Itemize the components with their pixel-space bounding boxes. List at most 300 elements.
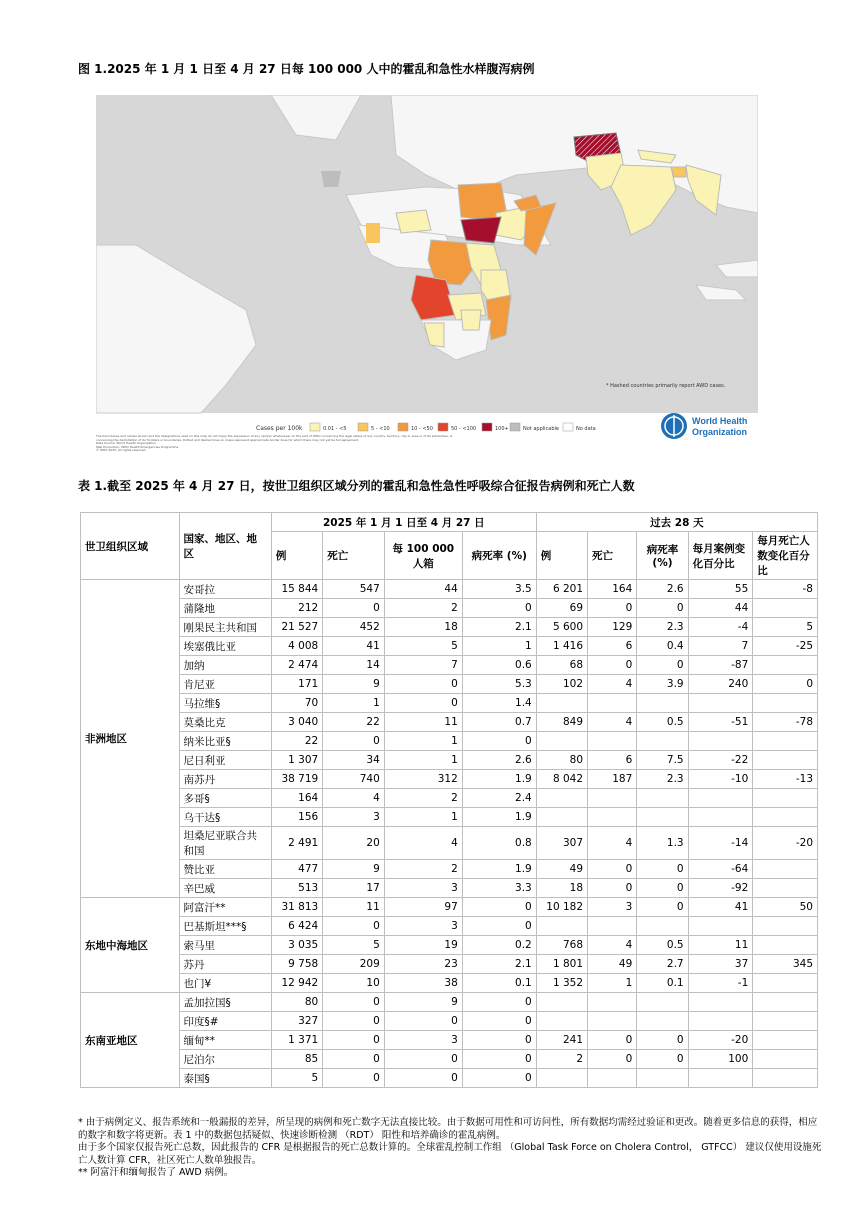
cell-deaths28: 49 <box>588 955 637 974</box>
cell-cfr: 0 <box>462 898 536 917</box>
cell-cases: 6 424 <box>271 917 322 936</box>
cell-cfr: 0 <box>462 1050 536 1069</box>
cell-case-change: -1 <box>688 974 753 993</box>
cell-cases: 477 <box>271 860 322 879</box>
cell-cases28 <box>536 808 587 827</box>
cell-per100k: 18 <box>384 618 462 637</box>
cell-deaths28: 4 <box>588 675 637 694</box>
cell-death-change <box>753 694 818 713</box>
cell-death-change <box>753 1012 818 1031</box>
cell-cfr: 0.8 <box>462 827 536 860</box>
table-row <box>81 974 818 993</box>
cell-deaths: 11 <box>323 898 385 917</box>
cholera-table <box>80 512 818 1088</box>
country-cell: 索马里 <box>179 936 271 955</box>
cell-death-change <box>753 656 818 675</box>
header-case-change: 每月案例变化百分比 <box>688 532 753 580</box>
map-production: Map Production: WHO Health Emergencies Programme <box>96 444 179 449</box>
table-title: 表 1.截至 2025 年 4 月 27 日，按世卫组织区域分列的霍乱和急性急性呼吸综合征报告病例和死亡人数 <box>78 479 635 493</box>
country-cell: 南苏丹 <box>179 770 271 789</box>
cell-per100k: 1 <box>384 732 462 751</box>
cell-deaths28: 1 <box>588 974 637 993</box>
header-per100k: 每 100 000 人箱 <box>384 532 462 580</box>
cell-cases28 <box>536 732 587 751</box>
table-row <box>81 789 818 808</box>
cell-deaths: 22 <box>323 713 385 732</box>
cell-case-change: 41 <box>688 898 753 917</box>
cell-cfr: 1 <box>462 637 536 656</box>
cell-deaths: 5 <box>323 936 385 955</box>
cell-death-change <box>753 1031 818 1050</box>
cell-deaths28: 4 <box>588 713 637 732</box>
country-cell: 坦桑尼亚联合共和国 <box>179 827 271 860</box>
cell-case-change: 11 <box>688 936 753 955</box>
cell-case-change: 37 <box>688 955 753 974</box>
legend-label-5: 100+ <box>495 426 509 432</box>
cell-case-change <box>688 789 753 808</box>
country-cell: 巴基斯坦***§ <box>179 917 271 936</box>
header-cases-28: 例 <box>536 532 587 580</box>
cell-cfr28: 0 <box>637 860 688 879</box>
cell-deaths28 <box>588 789 637 808</box>
cell-case-change: -4 <box>688 618 753 637</box>
cell-per100k: 0 <box>384 675 462 694</box>
cell-death-change: 345 <box>753 955 818 974</box>
table-row <box>81 808 818 827</box>
table-row <box>81 751 818 770</box>
cell-cfr: 0 <box>462 1069 536 1088</box>
cell-deaths: 0 <box>323 1031 385 1050</box>
cell-cfr28: 0 <box>637 1031 688 1050</box>
cell-death-change <box>753 1069 818 1088</box>
cell-cases: 22 <box>271 732 322 751</box>
cell-per100k: 0 <box>384 694 462 713</box>
cell-death-change: -25 <box>753 637 818 656</box>
cell-cases: 2 491 <box>271 827 322 860</box>
cell-cfr: 2.1 <box>462 618 536 637</box>
cell-cases28 <box>536 1069 587 1088</box>
cell-cases28: 49 <box>536 860 587 879</box>
cell-death-change <box>753 599 818 618</box>
header-cases: 例 <box>271 532 322 580</box>
cell-deaths28 <box>588 808 637 827</box>
legend-label-2: 5 - <10 <box>371 426 390 432</box>
cell-cfr28: 0.5 <box>637 936 688 955</box>
cell-deaths: 0 <box>323 917 385 936</box>
country-cell: 莫桑比克 <box>179 713 271 732</box>
cell-cases28: 68 <box>536 656 587 675</box>
country-cell: 缅甸** <box>179 1031 271 1050</box>
region-cell: 东地中海地区 <box>81 898 180 993</box>
legend-swatch-1 <box>310 423 320 431</box>
cell-death-change <box>753 860 818 879</box>
country-cell: 尼日利亚 <box>179 751 271 770</box>
header-deaths-28: 死亡 <box>588 532 637 580</box>
table-row <box>81 675 818 694</box>
cell-per100k: 3 <box>384 917 462 936</box>
cell-case-change <box>688 808 753 827</box>
cell-cases: 5 <box>271 1069 322 1088</box>
legend-label-4: 50 - <100 <box>451 426 477 432</box>
cell-cfr28: 0 <box>637 898 688 917</box>
cell-deaths: 9 <box>323 675 385 694</box>
cell-cases28: 849 <box>536 713 587 732</box>
cell-cfr28: 2.6 <box>637 580 688 599</box>
legend-label-6: Not applicable <box>523 426 559 432</box>
cell-cases28: 6 201 <box>536 580 587 599</box>
legend-label-1: 0.01 - <5 <box>323 426 347 432</box>
cell-cases: 9 758 <box>271 955 322 974</box>
cell-death-change <box>753 936 818 955</box>
cell-cases28: 1 416 <box>536 637 587 656</box>
who-name-line2: Organization <box>692 427 748 437</box>
map-nigeria <box>396 210 431 233</box>
cell-deaths: 740 <box>323 770 385 789</box>
cell-case-change: 7 <box>688 637 753 656</box>
table-row <box>81 1012 818 1031</box>
table-row <box>81 955 818 974</box>
cell-deaths28: 4 <box>588 936 637 955</box>
country-cell: 尼泊尔 <box>179 1050 271 1069</box>
legend <box>310 423 596 432</box>
cell-per100k: 38 <box>384 974 462 993</box>
cell-death-change: -20 <box>753 827 818 860</box>
table-body <box>81 580 818 1088</box>
cell-case-change: 55 <box>688 580 753 599</box>
cell-deaths: 452 <box>323 618 385 637</box>
cell-death-change <box>753 751 818 770</box>
cell-case-change: -20 <box>688 1031 753 1050</box>
country-cell: 肯尼亚 <box>179 675 271 694</box>
cell-deaths28 <box>588 732 637 751</box>
legend-title: Cases per 100k <box>256 425 303 432</box>
cell-per100k: 2 <box>384 789 462 808</box>
cell-case-change: 100 <box>688 1050 753 1069</box>
cell-cfr28 <box>637 1069 688 1088</box>
country-cell: 马拉维§ <box>179 694 271 713</box>
cell-cfr28 <box>637 789 688 808</box>
table-row <box>81 770 818 789</box>
footnote-3: ** 阿富汗和缅甸报告了 AWD 病例。 <box>78 1167 234 1178</box>
cell-cfr28: 1.3 <box>637 827 688 860</box>
cell-cases: 3 035 <box>271 936 322 955</box>
cell-death-change: -13 <box>753 770 818 789</box>
cell-case-change: -10 <box>688 770 753 789</box>
cell-per100k: 11 <box>384 713 462 732</box>
figure-title: 图 1.2025 年 1 月 1 日至 4 月 27 日每 100 000 人中的霍乱和急性水样腹泻病例 <box>78 62 535 76</box>
cell-case-change: 240 <box>688 675 753 694</box>
country-cell: 埃塞俄比亚 <box>179 637 271 656</box>
cell-cases: 31 813 <box>271 898 322 917</box>
cell-per100k: 2 <box>384 599 462 618</box>
header-period2: 过去 28 天 <box>536 513 817 532</box>
cell-deaths28: 0 <box>588 860 637 879</box>
cell-cfr: 3.3 <box>462 879 536 898</box>
table-row <box>81 827 818 860</box>
cell-cases28: 69 <box>536 599 587 618</box>
cell-cases28: 241 <box>536 1031 587 1050</box>
cell-death-change <box>753 917 818 936</box>
cell-death-change <box>753 993 818 1012</box>
country-cell: 辛巴威 <box>179 879 271 898</box>
cell-per100k: 312 <box>384 770 462 789</box>
cell-deaths28: 0 <box>588 599 637 618</box>
cell-cases28: 1 801 <box>536 955 587 974</box>
map-copyright: © WHO 2025. All rights reserved. <box>96 448 147 453</box>
cell-deaths28 <box>588 1069 637 1088</box>
table-row <box>81 993 818 1012</box>
cell-per100k: 44 <box>384 580 462 599</box>
footnote-1: * 由于病例定义、报告系统和一般漏报的差异，所呈现的病例和死亡数字无法直接比较。由于数据可用性和可访问性，所有数据均需经过验证和更改。随着更多信息的获得，相应的数字和数字将更新。表 1 中的数据包括疑似、快速诊断检测 （RDT） 阳性和培养确诊的霍乱病例。 <box>78 1117 818 1141</box>
country-cell: 多哥§ <box>179 789 271 808</box>
legend-swatch-4 <box>438 423 448 431</box>
header-cfr-28: 病死率 (%) <box>637 532 688 580</box>
cell-cases: 85 <box>271 1050 322 1069</box>
cell-death-change <box>753 732 818 751</box>
country-cell: 加纳 <box>179 656 271 675</box>
header-country: 国家、地区、地区 <box>179 513 271 580</box>
cell-cases: 212 <box>271 599 322 618</box>
cell-cfr: 0 <box>462 732 536 751</box>
cell-death-change <box>753 879 818 898</box>
country-cell: 阿富汗** <box>179 898 271 917</box>
legend-swatch-7 <box>563 423 573 431</box>
cell-per100k: 1 <box>384 808 462 827</box>
cell-deaths: 34 <box>323 751 385 770</box>
cell-per100k: 1 <box>384 751 462 770</box>
cell-case-change <box>688 732 753 751</box>
cell-case-change <box>688 1069 753 1088</box>
cell-cfr28: 0.1 <box>637 974 688 993</box>
country-cell: 也门¥ <box>179 974 271 993</box>
table-row <box>81 694 818 713</box>
cell-cfr: 0.6 <box>462 656 536 675</box>
cell-deaths: 10 <box>323 974 385 993</box>
header-cfr: 病死率 (%) <box>462 532 536 580</box>
cell-per100k: 4 <box>384 827 462 860</box>
cell-cfr28: 2.7 <box>637 955 688 974</box>
cell-cfr28 <box>637 1012 688 1031</box>
cell-cases28: 80 <box>536 751 587 770</box>
cell-cfr28 <box>637 917 688 936</box>
cell-case-change <box>688 917 753 936</box>
map-disclaimer: The boundaries and names shown and the designations used on this map do not imply the expression of any opinion whatsoever on the part of WHO concerning the legal status of any country, territory, city or area or of its authorities, or concerning the delimitation of its frontiers or boundaries. Dotted and dashed lines on maps represent approximate border lines for which there may not yet be full agreement. <box>96 435 453 442</box>
cell-cfr28: 0.4 <box>637 637 688 656</box>
cell-death-change: 0 <box>753 675 818 694</box>
cell-deaths28: 3 <box>588 898 637 917</box>
cell-deaths28: 164 <box>588 580 637 599</box>
map-source: Data Source: World Health Organization <box>96 441 156 446</box>
legend-swatch-3 <box>398 423 408 431</box>
cell-per100k: 3 <box>384 1031 462 1050</box>
cell-per100k: 0 <box>384 1069 462 1088</box>
cell-cases: 513 <box>271 879 322 898</box>
cell-death-change <box>753 789 818 808</box>
map-zimbabwe <box>461 310 481 330</box>
cell-deaths: 3 <box>323 808 385 827</box>
cell-cfr28 <box>637 993 688 1012</box>
footnotes <box>78 1117 823 1180</box>
cell-cfr28 <box>637 732 688 751</box>
cell-cfr: 1.9 <box>462 770 536 789</box>
country-cell: 泰国§ <box>179 1069 271 1088</box>
cell-cfr28: 0 <box>637 599 688 618</box>
country-cell: 蒲隆地 <box>179 599 271 618</box>
footnote-2: 由于多个国家仅报告死亡总数，因此报告的 CFR 是根据报告的死亡总数计算的。全球霍乱控制工作组 （Global Task Force on Cholera Control， GTFCC） 建议仅使用设施死亡人数计算 CFR，社区死亡人数单独报告。 <box>78 1142 822 1166</box>
table-row <box>81 860 818 879</box>
cell-cases: 327 <box>271 1012 322 1031</box>
cell-deaths: 20 <box>323 827 385 860</box>
cell-cases: 80 <box>271 993 322 1012</box>
legend-swatch-2 <box>358 423 368 431</box>
map-svg <box>96 95 758 453</box>
cell-cases: 21 527 <box>271 618 322 637</box>
table-row <box>81 713 818 732</box>
cell-cases28: 5 600 <box>536 618 587 637</box>
cell-cfr: 0 <box>462 993 536 1012</box>
cell-cases28: 768 <box>536 936 587 955</box>
cell-cases28: 102 <box>536 675 587 694</box>
cell-cases: 1 371 <box>271 1031 322 1050</box>
cell-cfr28: 0 <box>637 1050 688 1069</box>
cell-cases: 38 719 <box>271 770 322 789</box>
table-row <box>81 936 818 955</box>
cell-case-change: -92 <box>688 879 753 898</box>
cell-deaths: 41 <box>323 637 385 656</box>
cell-deaths28: 0 <box>588 656 637 675</box>
cell-deaths: 9 <box>323 860 385 879</box>
header-region: 世卫组织区域 <box>81 513 180 580</box>
cell-case-change: -14 <box>688 827 753 860</box>
cell-case-change: -22 <box>688 751 753 770</box>
legend-swatch-6 <box>510 423 520 431</box>
map-bangladesh <box>671 167 686 177</box>
cell-cases28 <box>536 917 587 936</box>
header-deaths: 死亡 <box>323 532 385 580</box>
header-period1: 2025 年 1 月 1 日至 4 月 27 日 <box>271 513 536 532</box>
cell-cases: 171 <box>271 675 322 694</box>
cell-deaths28: 6 <box>588 751 637 770</box>
cell-cfr: 1.9 <box>462 860 536 879</box>
table-row <box>81 618 818 637</box>
cell-cfr28: 3.9 <box>637 675 688 694</box>
cell-cases28: 18 <box>536 879 587 898</box>
country-cell: 刚果民主共和国 <box>179 618 271 637</box>
cell-case-change: -87 <box>688 656 753 675</box>
table-row <box>81 1069 818 1088</box>
cell-cases: 164 <box>271 789 322 808</box>
cell-cfr28: 2.3 <box>637 618 688 637</box>
cell-cfr: 2.6 <box>462 751 536 770</box>
country-cell: 乌干达§ <box>179 808 271 827</box>
cell-per100k: 23 <box>384 955 462 974</box>
cell-deaths: 0 <box>323 1069 385 1088</box>
cell-cfr: 0 <box>462 1031 536 1050</box>
cell-cfr: 0.7 <box>462 713 536 732</box>
table-row <box>81 599 818 618</box>
cell-case-change <box>688 993 753 1012</box>
cell-death-change <box>753 808 818 827</box>
cell-deaths28: 0 <box>588 1050 637 1069</box>
cell-deaths: 0 <box>323 732 385 751</box>
cell-death-change <box>753 974 818 993</box>
header-death-change: 每月死亡人数变化百分比 <box>753 532 818 580</box>
legend-label-3: 10 - <50 <box>411 426 433 432</box>
cell-cases28 <box>536 1012 587 1031</box>
who-logo <box>661 413 747 439</box>
country-cell: 苏丹 <box>179 955 271 974</box>
table-row <box>81 1050 818 1069</box>
cell-deaths: 1 <box>323 694 385 713</box>
cell-death-change: -8 <box>753 580 818 599</box>
who-name-line1: World Health <box>692 416 748 426</box>
cell-cfr: 0 <box>462 917 536 936</box>
legend-label-7: No data <box>576 426 596 432</box>
cell-cfr: 1.9 <box>462 808 536 827</box>
cell-cfr: 2.4 <box>462 789 536 808</box>
region-cell: 东南亚地区 <box>81 993 180 1088</box>
cell-per100k: 5 <box>384 637 462 656</box>
cell-cfr: 0.1 <box>462 974 536 993</box>
cell-cases28: 8 042 <box>536 770 587 789</box>
cell-death-change <box>753 1050 818 1069</box>
cell-deaths28 <box>588 1012 637 1031</box>
cell-cases28: 2 <box>536 1050 587 1069</box>
cell-cases28 <box>536 789 587 808</box>
table-row <box>81 879 818 898</box>
cell-cases: 4 008 <box>271 637 322 656</box>
country-cell: 孟加拉国§ <box>179 993 271 1012</box>
cell-cfr: 1.4 <box>462 694 536 713</box>
cell-per100k: 9 <box>384 993 462 1012</box>
cell-cases: 15 844 <box>271 580 322 599</box>
country-cell: 纳米比亚§ <box>179 732 271 751</box>
table-row <box>81 637 818 656</box>
cell-case-change: -64 <box>688 860 753 879</box>
cell-cases: 156 <box>271 808 322 827</box>
table-row <box>81 732 818 751</box>
cell-cases: 12 942 <box>271 974 322 993</box>
table-row <box>81 1031 818 1050</box>
cell-death-change: -78 <box>753 713 818 732</box>
cell-per100k: 3 <box>384 879 462 898</box>
cell-deaths: 0 <box>323 1012 385 1031</box>
cell-deaths28 <box>588 694 637 713</box>
cell-cfr: 2.1 <box>462 955 536 974</box>
cell-cfr: 3.5 <box>462 580 536 599</box>
cell-cfr: 0 <box>462 1012 536 1031</box>
country-cell: 安哥拉 <box>179 580 271 599</box>
cell-cases28: 10 182 <box>536 898 587 917</box>
cell-deaths28: 6 <box>588 637 637 656</box>
cell-cases28 <box>536 694 587 713</box>
cell-case-change: 44 <box>688 599 753 618</box>
cell-per100k: 7 <box>384 656 462 675</box>
cell-per100k: 19 <box>384 936 462 955</box>
cell-per100k: 0 <box>384 1050 462 1069</box>
cell-cases28 <box>536 993 587 1012</box>
cell-deaths28: 4 <box>588 827 637 860</box>
cell-per100k: 2 <box>384 860 462 879</box>
cell-cases: 1 307 <box>271 751 322 770</box>
cell-per100k: 97 <box>384 898 462 917</box>
cell-deaths: 0 <box>323 599 385 618</box>
cell-cfr28 <box>637 808 688 827</box>
cell-cases: 2 474 <box>271 656 322 675</box>
table-row <box>81 580 818 599</box>
cell-cfr28 <box>637 694 688 713</box>
map-ghana <box>366 223 380 243</box>
